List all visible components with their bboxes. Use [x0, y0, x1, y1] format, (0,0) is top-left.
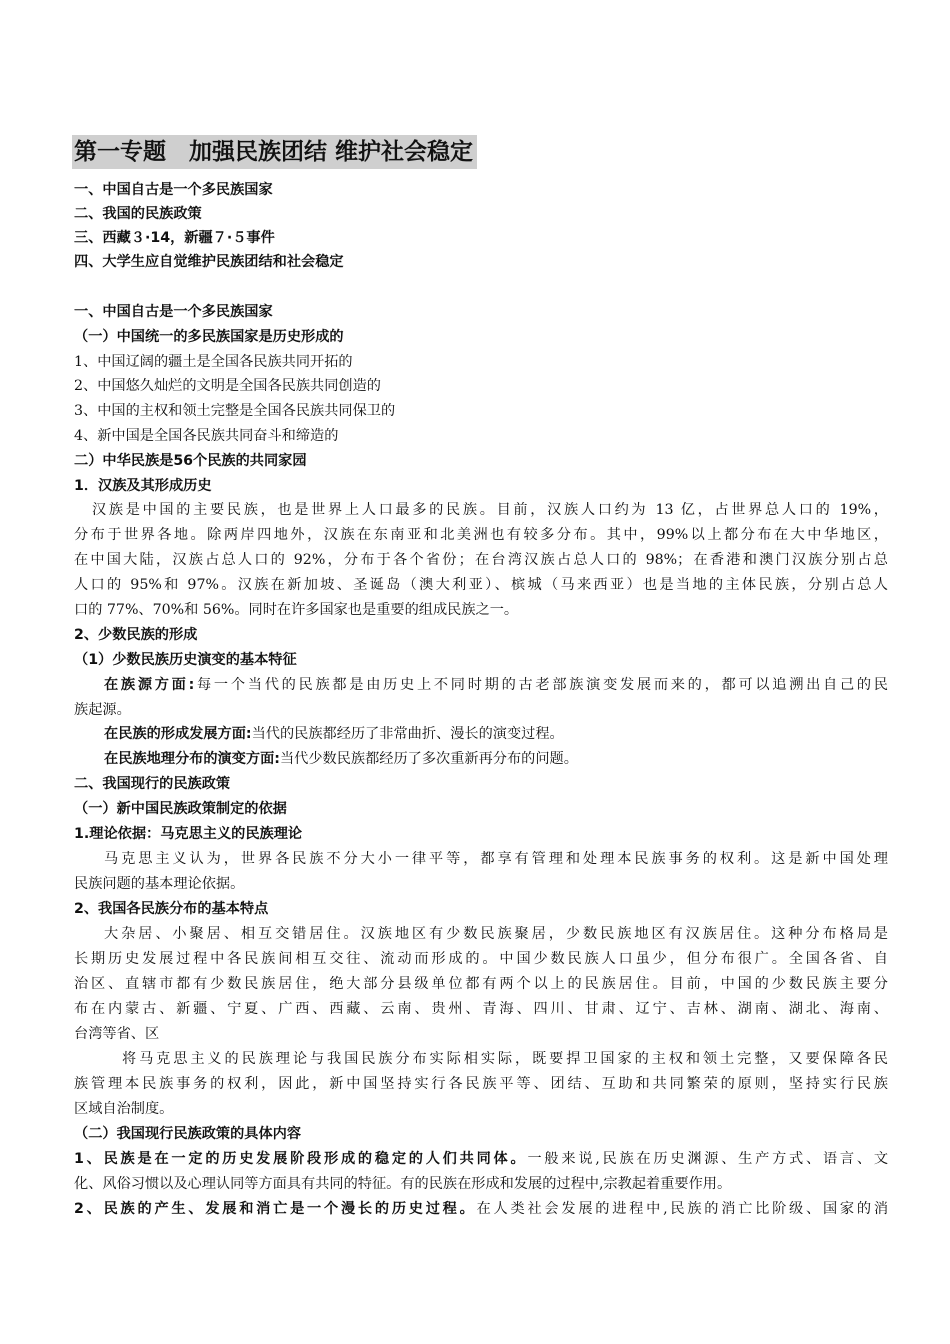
paragraph-line — [74, 1197, 888, 1221]
paragraph-heading: 2、我国各民族分布的基本特点 — [74, 901, 269, 917]
subsection-heading: （1）少数民族历史演变的基本特征 — [74, 652, 297, 668]
paragraph-line — [74, 1147, 888, 1171]
paragraph-heading: 2、少数民族的形成 — [74, 627, 198, 643]
subsection-heading: 二）中华民族是56个民族的共同家园 — [74, 453, 307, 469]
toc-item: 一、中国自古是一个多民族国家 — [74, 182, 273, 198]
paragraph-line: 台湾等省、区 — [74, 1026, 160, 1042]
paragraph-line: 族管理本民族事务的权利，因此，新中国坚持实行各民族平等、团结、互助和共同繁荣的原则，坚持实行民族 — [74, 1076, 888, 1092]
feature-line — [104, 747, 578, 771]
paragraph-line: 族起源。 — [74, 702, 131, 718]
feature-text: 当代的民族都经历了非常曲折、漫长的演变过程。 — [251, 726, 564, 742]
feature-label: 在民族地理分布的演变方面: — [104, 751, 280, 767]
paragraph-line: 分布于世界各地。除两岸四地外，汉族在东南亚和北美洲也有较多分布。其中，99%以上都分布在大中华地区， — [74, 527, 888, 543]
paragraph-line: 口的 77%、70%和 56%。同时在许多国家也是重要的组成民族之一。 — [74, 602, 519, 618]
paragraph-line: 区域自治制度。 — [74, 1101, 174, 1117]
list-item: 1、中国辽阔的疆土是全国各民族共同开拓的 — [74, 354, 353, 370]
paragraph-line: 在中国大陆，汉族占总人口的 92%，分布于各个省份；在台湾汉族占总人口的 98%；在香港和澳门汉族分别占总 — [74, 552, 888, 568]
subsection-heading: （二）我国现行民族政策的具体内容 — [74, 1126, 302, 1142]
body-text: 一般来说,民族在历史渊源、生产方式、语言、文 — [527, 1151, 889, 1167]
toc-item: 三、西藏３·14，新疆７·５事件 — [74, 230, 275, 246]
emphasis-text: 2、民族的产生、发展和消亡是一个漫长的历史过程。 — [74, 1201, 477, 1217]
list-item: 4、新中国是全国各民族共同奋斗和缔造的 — [74, 428, 339, 444]
paragraph-line: 汉族是中国的主要民族，也是世界上人口最多的民族。目前，汉族人口约为 13 亿，占世界总人口的 19%， — [92, 502, 888, 518]
paragraph-line: 大杂居、小聚居、相互交错居住。汉族地区有少数民族聚居，少数民族地区有汉族居住。这种分布格局是 — [104, 926, 888, 942]
paragraph-line: 布在内蒙古、新疆、宁夏、广西、西藏、云南、贵州、青海、四川、甘肃、辽宁、吉林、湖南、湖北、海南、 — [74, 1001, 888, 1017]
paragraph-heading: 1．汉族及其形成历史 — [74, 478, 212, 494]
paragraph-line: 长期历史发展过程中各民族间相互交往、流动而形成的。中国少数民族人口虽少，但分布很广。全国各省、自 — [74, 951, 888, 967]
section-heading: 二、我国现行的民族政策 — [74, 776, 231, 792]
body-text: 在人类社会发展的进程中,民族的消亡比阶级、国家的消 — [476, 1201, 889, 1217]
feature-text: 当代少数民族都经历了多次重新再分布的问题。 — [279, 751, 578, 767]
paragraph-line: 民族问题的基本理论依据。 — [74, 876, 245, 892]
paragraph-heading: 1.理论依据：马克思主义的民族理论 — [74, 826, 303, 842]
toc-item: 二、我国的民族政策 — [74, 206, 202, 222]
feature-line — [104, 673, 888, 697]
feature-label: 在族源方面: — [104, 677, 195, 693]
list-item: 2、中国悠久灿烂的文明是全国各民族共同创造的 — [74, 378, 381, 394]
paragraph-line: 治区、直辖市都有少数民族居住，绝大部分县级单位都有两个以上的民族居住。目前，中国的少数民族主要分 — [74, 976, 888, 992]
paragraph-line: 化、风俗习惯以及心理认同等方面具有共同的特征。有的民族在形成和发展的过程中,宗教起着重要作用。 — [74, 1176, 732, 1192]
paragraph-line: 人口的 95%和 97%。汉族在新加坡、圣诞岛（澳大利亚）、槟城（马来西亚）也是当地的主体民族，分别占总人 — [74, 577, 888, 593]
list-item: 3、中国的主权和领土完整是全国各民族共同保卫的 — [74, 403, 396, 419]
feature-line — [104, 722, 564, 746]
subsection-heading: （一）新中国民族政策制定的依据 — [74, 801, 287, 817]
subsection-heading: （一）中国统一的多民族国家是历史形成的 — [74, 329, 344, 345]
paragraph-line: 将马克思主义的民族理论与我国民族分布实际相实际，既要捍卫国家的主权和领土完整，又要保障各民 — [122, 1051, 888, 1067]
page-title: 第一专题 加强民族团结 维护社会稳定 — [72, 135, 477, 169]
feature-text: 每一个当代的民族都是由历史上不同时期的古老部族演变发展而来的，都可以追溯出自己的民 — [194, 677, 888, 693]
section-heading: 一、中国自古是一个多民族国家 — [74, 304, 273, 320]
toc-item: 四、大学生应自觉维护民族团结和社会稳定 — [74, 254, 344, 270]
emphasis-text: 1、民族是在一定的历史发展阶段形成的稳定的人们共同体。 — [74, 1151, 528, 1167]
paragraph-line: 马克思主义认为，世界各民族不分大小一律平等，都享有管理和处理本民族事务的权利。这是新中国处理 — [104, 851, 888, 867]
feature-label: 在民族的形成发展方面: — [104, 726, 252, 742]
